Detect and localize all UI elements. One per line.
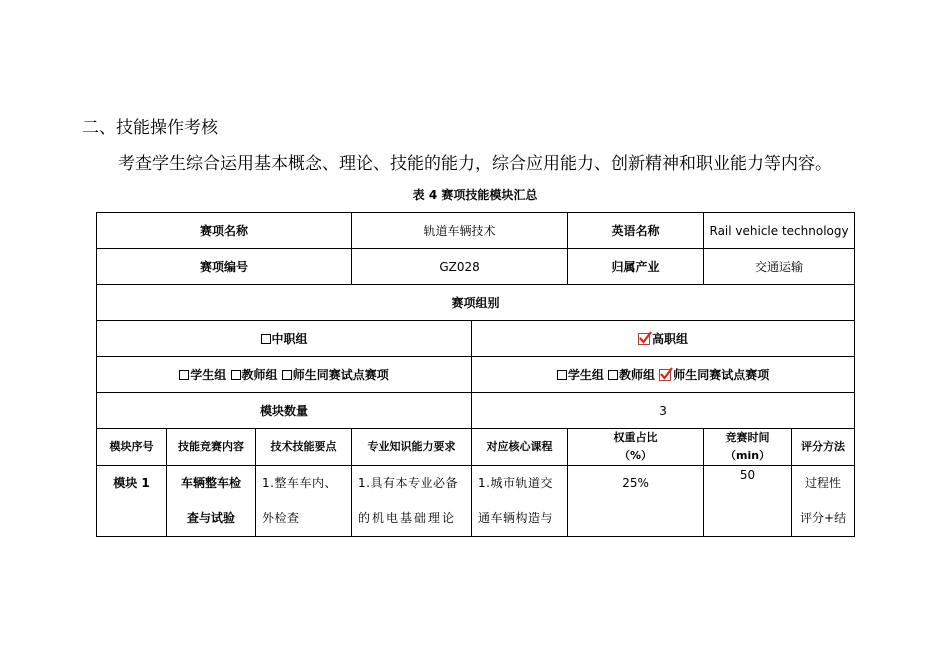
unchecked-checkbox-icon[interactable]: [608, 370, 618, 380]
teacher-group-label: 教师组: [619, 368, 656, 382]
table-row: [97, 321, 855, 357]
module-count-value: 3: [472, 393, 855, 429]
unchecked-checkbox-icon[interactable]: [179, 370, 189, 380]
module-course-line: 通车辆构造与: [478, 511, 554, 525]
table-header-row: [97, 429, 855, 466]
table-caption: 表 4 赛项技能模块汇总: [412, 188, 538, 202]
event-code-label: 赛项编号: [97, 249, 352, 285]
section-title: 二、技能操作考核: [82, 118, 218, 138]
event-name-label: 赛项名称: [97, 213, 352, 249]
english-name-label: 英语名称: [568, 213, 704, 249]
table-row: [97, 357, 855, 393]
module-method: [792, 466, 855, 537]
event-code-value: GZ028: [352, 249, 568, 285]
table-row: [97, 249, 855, 285]
student-group-label: 学生组: [190, 368, 227, 382]
module-id: 模块 1: [97, 466, 167, 537]
unchecked-checkbox-icon[interactable]: [557, 370, 567, 380]
table-row: [97, 285, 855, 321]
checked-checkbox-icon[interactable]: [659, 369, 671, 381]
module-method-line: 过程性: [805, 476, 842, 490]
student-group-label: 学生组: [567, 368, 604, 382]
col-header: 对应核心课程: [472, 429, 568, 466]
table-row: [97, 393, 855, 429]
module-method-line: 评分+结: [800, 511, 847, 525]
unchecked-checkbox-icon[interactable]: [282, 370, 292, 380]
col-header: 专业知识能力要求: [352, 429, 472, 466]
module-time: 50: [704, 466, 792, 537]
module-content-line: 车辆整车检: [180, 476, 241, 490]
table-row: [97, 466, 855, 537]
teacher-group-label: 教师组: [241, 368, 278, 382]
checked-checkbox-icon[interactable]: [638, 333, 650, 345]
industry-value: 交通运输: [704, 249, 855, 285]
module-knowledge-line: 1.具有本专业必备: [358, 476, 458, 490]
event-name-value: 轨道车辆技术: [352, 213, 568, 249]
group-high-cell: [472, 321, 855, 357]
group-mid-cell: [97, 321, 472, 357]
module-points: [256, 466, 352, 537]
table-row: [97, 213, 855, 249]
module-content: [167, 466, 256, 537]
skills-module-table: [96, 212, 855, 537]
group-header: 赛项组别: [97, 285, 855, 321]
module-course: [472, 466, 568, 537]
joint-group-label: 师生同赛试点赛项: [673, 368, 770, 382]
module-course-line: 1.城市轨道交: [478, 476, 553, 490]
intro-paragraph: 考查学生综合运用基本概念、理论、技能的能力，综合应用能力、创新精神和职业能力等内容。: [118, 154, 832, 174]
module-count-label: 模块数量: [97, 393, 472, 429]
group-high-label: 高职组: [652, 332, 689, 346]
module-points-line: 外检查: [262, 511, 300, 525]
industry-label: 归属产业: [568, 249, 704, 285]
module-content-line: 查与试验: [186, 511, 235, 525]
high-subgroups-cell: [472, 357, 855, 393]
english-name-value: Rail vehicle technology: [704, 213, 855, 249]
module-knowledge-line: 的机电基础理论: [358, 511, 457, 525]
module-points-line: 1.整车车内、: [262, 476, 337, 490]
col-header: 评分方法: [792, 429, 855, 466]
col-header: 技能竞赛内容: [167, 429, 256, 466]
unchecked-checkbox-icon[interactable]: [261, 334, 271, 344]
col-header: 权重占比 （%）: [568, 429, 704, 466]
col-header: 模块序号: [97, 429, 167, 466]
col-header: 技术技能要点: [256, 429, 352, 466]
group-mid-label: 中职组: [271, 332, 308, 346]
module-knowledge: [352, 466, 472, 537]
joint-group-label: 师生同赛试点赛项: [292, 368, 389, 382]
mid-subgroups-cell: [97, 357, 472, 393]
module-weight: 25%: [568, 466, 704, 537]
unchecked-checkbox-icon[interactable]: [231, 370, 241, 380]
col-header: 竞赛时间 （min）: [704, 429, 792, 466]
